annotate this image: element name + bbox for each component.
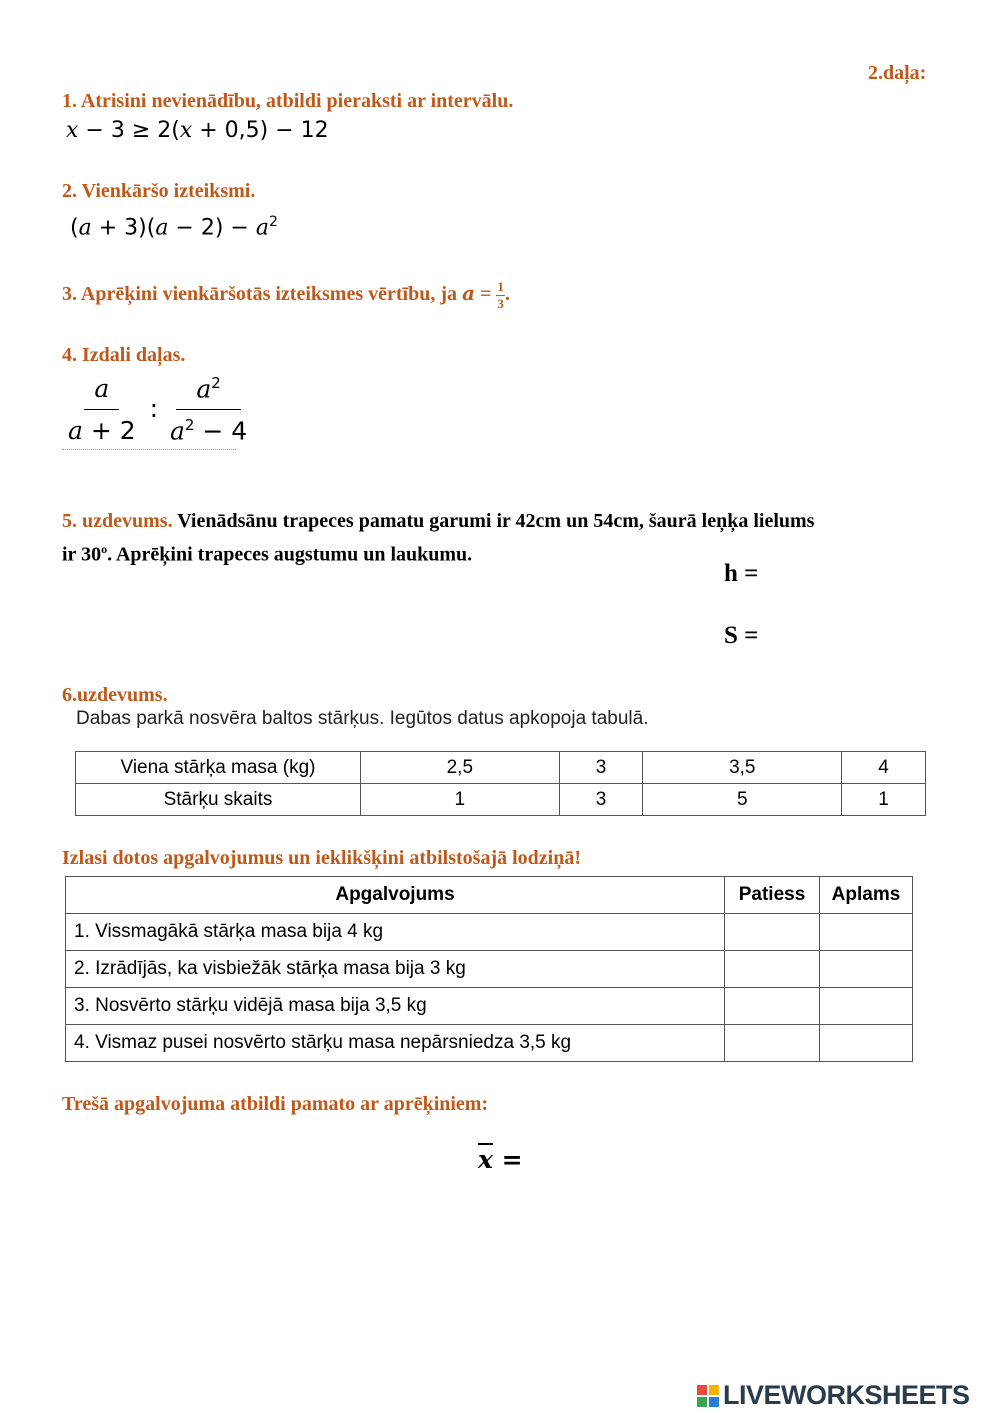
true-checkbox[interactable]: [725, 914, 820, 951]
liveworksheets-logo: [697, 1380, 970, 1411]
logo-icon: [697, 1385, 719, 1407]
table-row: [66, 988, 913, 1025]
logo-text: LIVEWORKSHEETS: [723, 1380, 970, 1410]
task1-inequality: x − 3 ≥ 2(x + 0,5) − 12: [66, 118, 329, 143]
task6-label: 6.uzdevums.: [62, 684, 168, 706]
area-answer-label: S =: [724, 622, 759, 649]
task6-instruction: Izlasi dotos apgalvojumus un ieklikšķini atbilstošajā lodziņā!: [62, 847, 582, 869]
task4-fraction-2: $\frac{a^2}{a^2 - 4}$: [170, 374, 248, 446]
table-row: [66, 1025, 913, 1062]
table-row: Stārķu skaits 1 3 5 1: [76, 784, 926, 816]
statements-table: [65, 876, 913, 1062]
false-checkbox[interactable]: [820, 988, 913, 1025]
statement-text: 2. Izrādījās, ka visbiežāk stārķa masa bija 3 kg: [66, 951, 725, 988]
table-row: [66, 951, 913, 988]
true-checkbox[interactable]: [725, 988, 820, 1025]
justify-instruction: Trešā apgalvojuma atbildi pamato ar aprēķiniem:: [62, 1093, 489, 1115]
part-label: 2.daļa:: [868, 62, 927, 84]
task6-intro: Dabas parkā nosvēra baltos stārķus. Iegūtos datus apkopoja tabulā.: [76, 708, 649, 729]
height-answer-label: h =: [724, 560, 759, 587]
table-row: Viena stārķa masa (kg) 2,5 3 3,5 4: [76, 752, 926, 784]
table-header-row: Apgalvojums Patiess Aplams: [66, 877, 913, 914]
data-table: [75, 751, 926, 816]
task2-expression: $(a + 3)(a - 2) - a^2$: [70, 214, 278, 241]
statement-text: 3. Nosvērto stārķu vidējā masa bija 3,5 kg: [66, 988, 725, 1025]
false-checkbox[interactable]: [820, 914, 913, 951]
task4-heading: 4. Izdali daļas.: [62, 344, 186, 366]
task3-heading: 3. Aprēķini vienkāršotās izteiksmes vērtību, ja a = $\frac{1}{3}$ .: [62, 279, 510, 311]
statement-text: 4. Vismaz pusei nosvērto stārķu masa nepārsniedza 3,5 kg: [66, 1025, 725, 1062]
statement-text: 1. Vissmagākā stārķa masa bija 4 kg: [66, 914, 725, 951]
task1-heading: 1. Atrisini nevienādību, atbildi pieraksti ar intervālu.: [62, 90, 514, 112]
false-checkbox[interactable]: [820, 951, 913, 988]
true-checkbox[interactable]: [725, 1025, 820, 1062]
task5-text: 5. uzdevums. Vienādsānu trapeces pamatu garumi ir 42cm un 54cm, šaurā leņķa lielums ir 30$^o$. Aprēķini trapeces augstumu un laukumu.: [62, 510, 815, 566]
false-checkbox[interactable]: [820, 1025, 913, 1062]
table-row: [66, 914, 913, 951]
mean-formula: $\overline{x}$ =: [478, 1145, 523, 1174]
divider: [62, 449, 236, 450]
task4-division: $\frac{a}{a + 2}$ : $\frac{a^2}{a^2 - 4}$: [62, 374, 251, 446]
task4-fraction-1: $\frac{a}{a + 2}$: [68, 374, 136, 446]
true-checkbox[interactable]: [725, 951, 820, 988]
task2-heading: 2. Vienkāršo izteiksmi.: [62, 180, 256, 202]
